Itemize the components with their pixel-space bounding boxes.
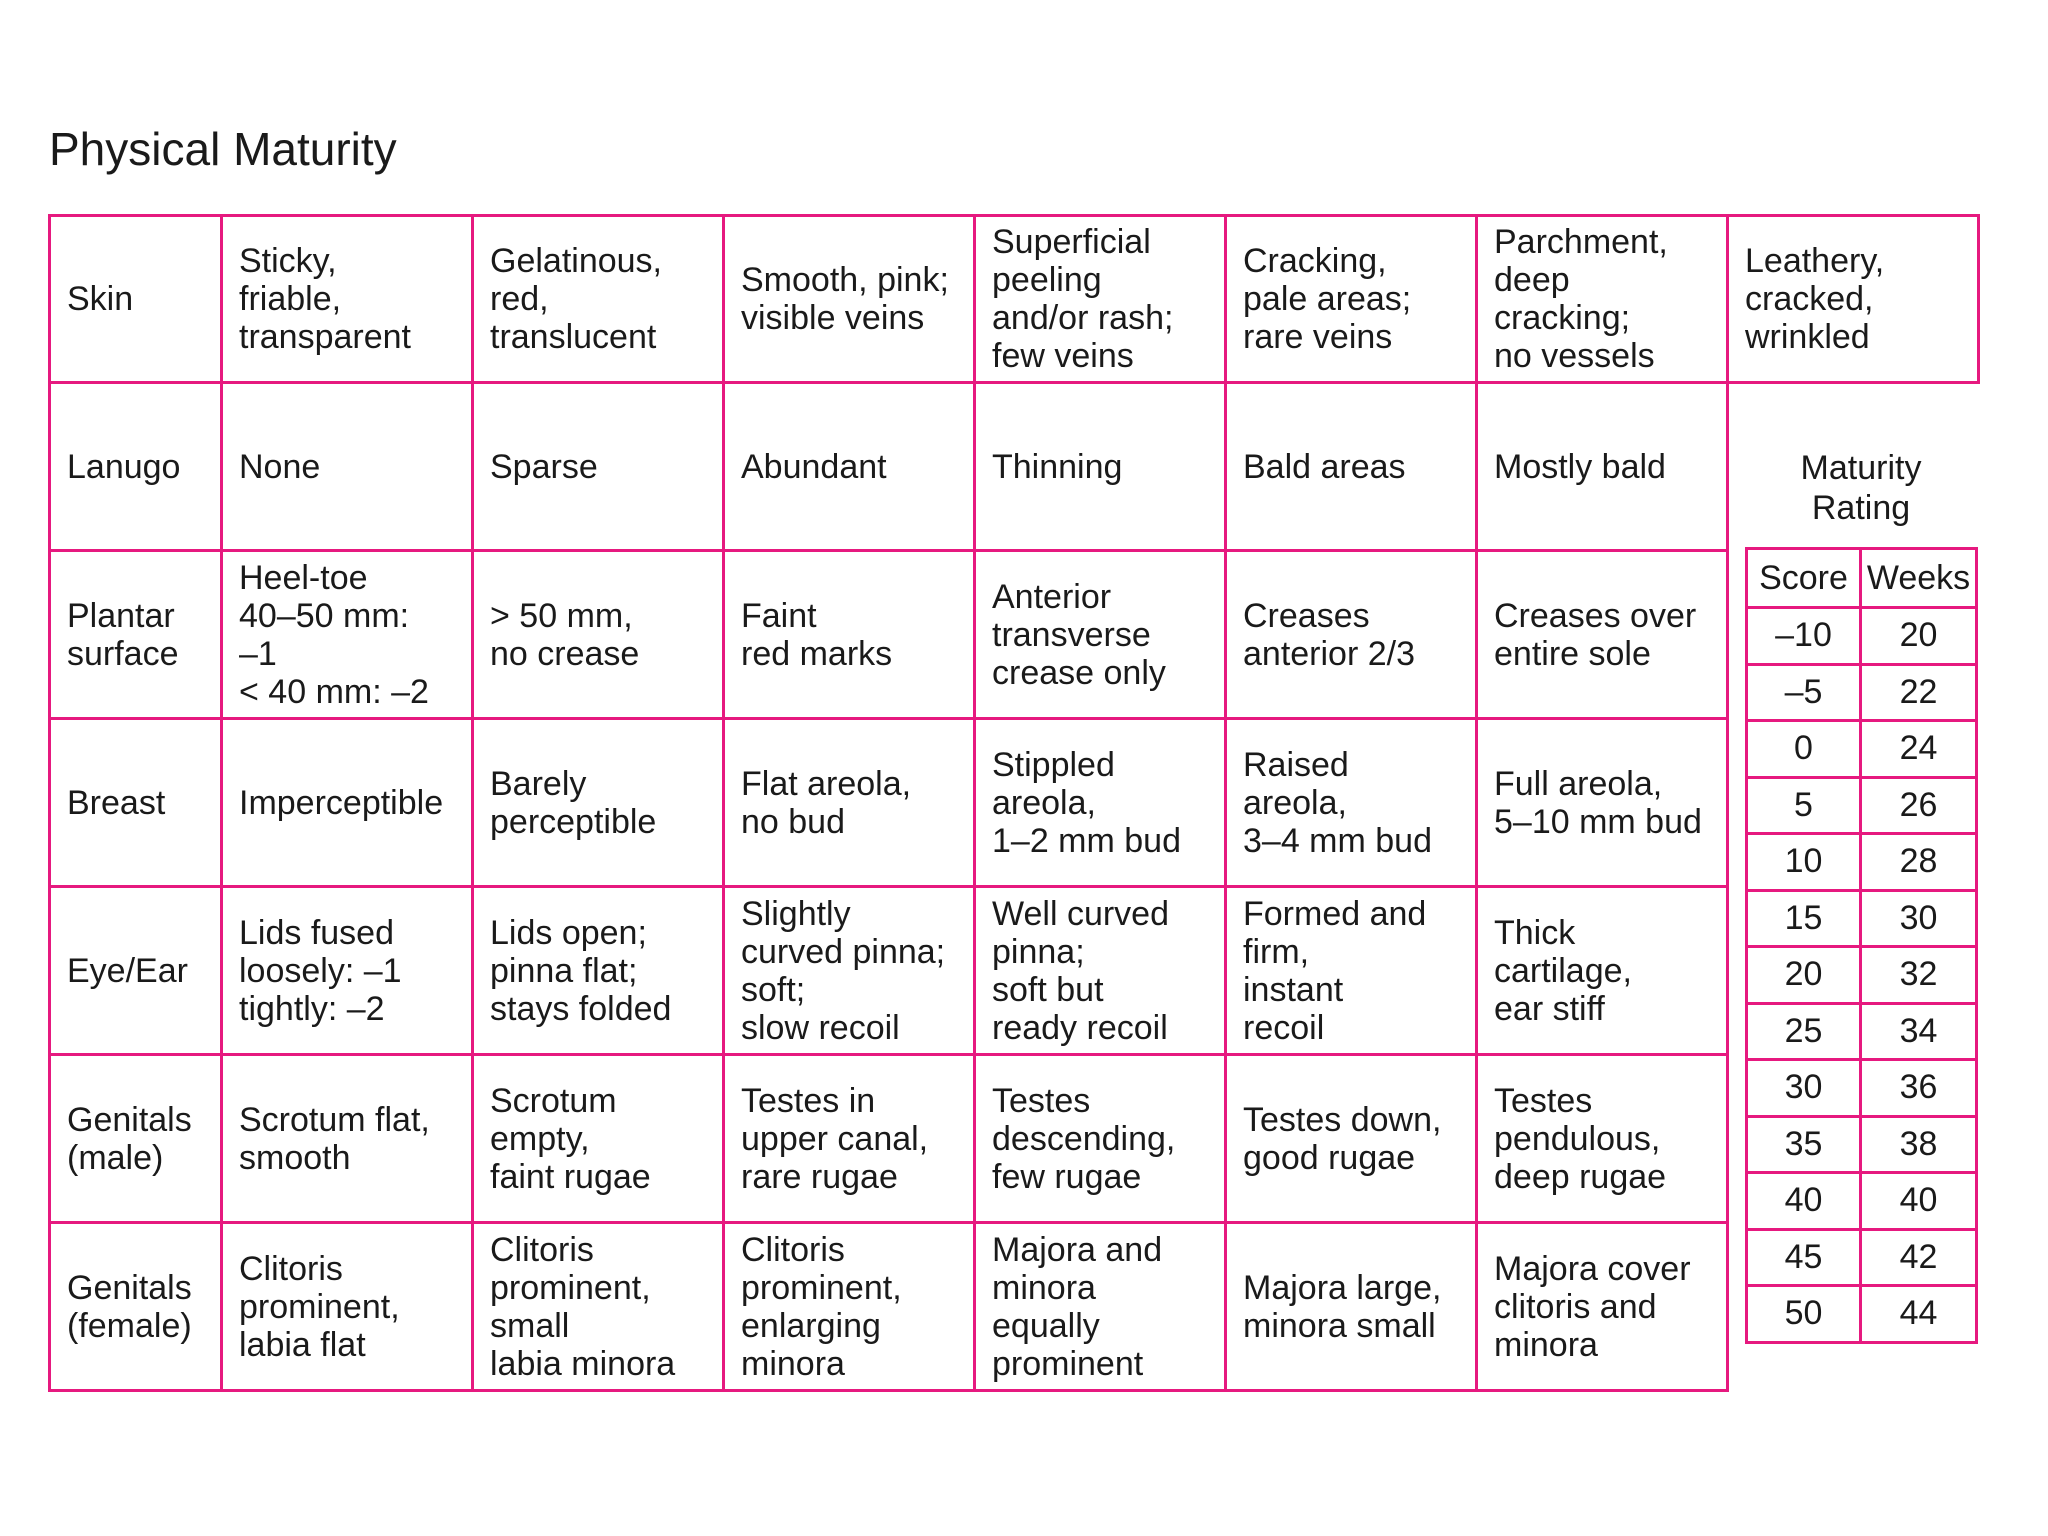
table-cell: Slightly curved pinna; soft; slow recoil [724, 887, 975, 1055]
table-cell: Scrotum flat, smooth [222, 1055, 473, 1223]
score-cell: 25 [1747, 1003, 1861, 1060]
table-cell: Abundant [724, 383, 975, 551]
weeks-cell: 30 [1861, 890, 1977, 947]
table-cell: > 50 mm, no crease [473, 551, 724, 719]
table-cell: Barely perceptible [473, 719, 724, 887]
table-cell: Parchment, deep cracking; no vessels [1477, 216, 1728, 383]
score-cell: –10 [1747, 608, 1861, 665]
weeks-cell: 34 [1861, 1003, 1977, 1060]
table-cell: Creases over entire sole [1477, 551, 1728, 719]
score-cell: 50 [1747, 1286, 1861, 1343]
table-cell: Faint red marks [724, 551, 975, 719]
table-row-genitals-female [50, 1223, 1979, 1391]
page-title: Physical Maturity [49, 123, 397, 175]
rating-header-row [1747, 549, 1977, 608]
table-cell: Testes descending, few rugae [975, 1055, 1226, 1223]
row-label: Skin [50, 216, 222, 383]
table-cell: Creases anterior 2/3 [1226, 551, 1477, 719]
score-cell: 20 [1747, 947, 1861, 1004]
rating-row [1747, 664, 1977, 721]
rating-row [1747, 947, 1977, 1004]
table-cell: Clitoris prominent, small labia minora [473, 1223, 724, 1391]
row-label: Breast [50, 719, 222, 887]
table-cell: Scrotum empty, faint rugae [473, 1055, 724, 1223]
table-cell: Smooth, pink; visible veins [724, 216, 975, 383]
table-cell: Sparse [473, 383, 724, 551]
weeks-cell: 22 [1861, 664, 1977, 721]
score-cell: 35 [1747, 1116, 1861, 1173]
maturity-rating-title: Maturity Rating [1800, 449, 1922, 527]
score-cell: –5 [1747, 664, 1861, 721]
table-cell: Thick cartilage, ear stiff [1477, 887, 1728, 1055]
rating-row [1747, 890, 1977, 947]
table-row-lanugo [50, 383, 1979, 551]
weeks-cell: 28 [1861, 834, 1977, 891]
table-cell: Superficial peeling and/or rash; few veins [975, 216, 1226, 383]
rating-row [1747, 721, 1977, 778]
table-cell: Leathery, cracked, wrinkled [1728, 216, 1979, 383]
table-row-breast [50, 719, 1979, 887]
weeks-cell: 40 [1861, 1173, 1977, 1230]
table-row-plantar-surface [50, 551, 1979, 719]
table-cell: Flat areola, no bud [724, 719, 975, 887]
table-cell: Bald areas [1226, 383, 1477, 551]
rating-row [1747, 1286, 1977, 1343]
table-cell: Thinning [975, 383, 1226, 551]
table-cell: None [222, 383, 473, 551]
rating-row [1747, 1003, 1977, 1060]
rating-row [1747, 834, 1977, 891]
table-cell: Majora large, minora small [1226, 1223, 1477, 1391]
rating-row [1747, 1116, 1977, 1173]
table-cell: Cracking, pale areas; rare veins [1226, 216, 1477, 383]
row-label: Lanugo [50, 383, 222, 551]
table-cell: Testes in upper canal, rare rugae [724, 1055, 975, 1223]
table-cell: Testes down, good rugae [1226, 1055, 1477, 1223]
table-cell: Imperceptible [222, 719, 473, 887]
weeks-cell: 24 [1861, 721, 1977, 778]
rating-row [1747, 1229, 1977, 1286]
table-cell: Lids fused loosely: –1 tightly: –2 [222, 887, 473, 1055]
rating-row [1747, 777, 1977, 834]
score-cell: 30 [1747, 1060, 1861, 1117]
table-cell: Clitoris prominent, enlarging minora [724, 1223, 975, 1391]
score-header: Score [1747, 549, 1861, 608]
rating-row [1747, 1173, 1977, 1230]
score-cell: 45 [1747, 1229, 1861, 1286]
row-label: Genitals (male) [50, 1055, 222, 1223]
row-label: Genitals (female) [50, 1223, 222, 1391]
maturity-rating-table [1745, 547, 1978, 1344]
table-cell: Gelatinous, red, translucent [473, 216, 724, 383]
table-cell: Lids open; pinna flat; stays folded [473, 887, 724, 1055]
table-cell: Well curved pinna; soft but ready recoil [975, 887, 1226, 1055]
score-cell: 0 [1747, 721, 1861, 778]
weeks-cell: 42 [1861, 1229, 1977, 1286]
table-cell: Sticky, friable, transparent [222, 216, 473, 383]
table-cell: Formed and firm, instant recoil [1226, 887, 1477, 1055]
weeks-cell: 44 [1861, 1286, 1977, 1343]
row-label: Plantar surface [50, 551, 222, 719]
rating-row [1747, 608, 1977, 665]
table-row-eye-ear [50, 887, 1979, 1055]
physical-maturity-table [48, 214, 1980, 1392]
rating-row [1747, 1060, 1977, 1117]
weeks-header: Weeks [1861, 549, 1977, 608]
score-cell: 5 [1747, 777, 1861, 834]
table-row-genitals-male [50, 1055, 1979, 1223]
table-cell: Anterior transverse crease only [975, 551, 1226, 719]
score-cell: 15 [1747, 890, 1861, 947]
table-cell: Mostly bald [1477, 383, 1728, 551]
weeks-cell: 36 [1861, 1060, 1977, 1117]
table-cell: Stippled areola, 1–2 mm bud [975, 719, 1226, 887]
table-cell: Majora and minora equally prominent [975, 1223, 1226, 1391]
table-cell: Majora cover clitoris and minora [1477, 1223, 1728, 1391]
score-cell: 40 [1747, 1173, 1861, 1230]
row-label: Eye/Ear [50, 887, 222, 1055]
table-cell: Raised areola, 3–4 mm bud [1226, 719, 1477, 887]
table-row-skin [50, 216, 1979, 383]
weeks-cell: 38 [1861, 1116, 1977, 1173]
weeks-cell: 20 [1861, 608, 1977, 665]
score-cell: 10 [1747, 834, 1861, 891]
weeks-cell: 32 [1861, 947, 1977, 1004]
table-cell: Testes pendulous, deep rugae [1477, 1055, 1728, 1223]
table-cell: Heel-toe 40–50 mm: –1 < 40 mm: –2 [222, 551, 473, 719]
table-cell: Full areola, 5–10 mm bud [1477, 719, 1728, 887]
table-cell: Clitoris prominent, labia flat [222, 1223, 473, 1391]
weeks-cell: 26 [1861, 777, 1977, 834]
